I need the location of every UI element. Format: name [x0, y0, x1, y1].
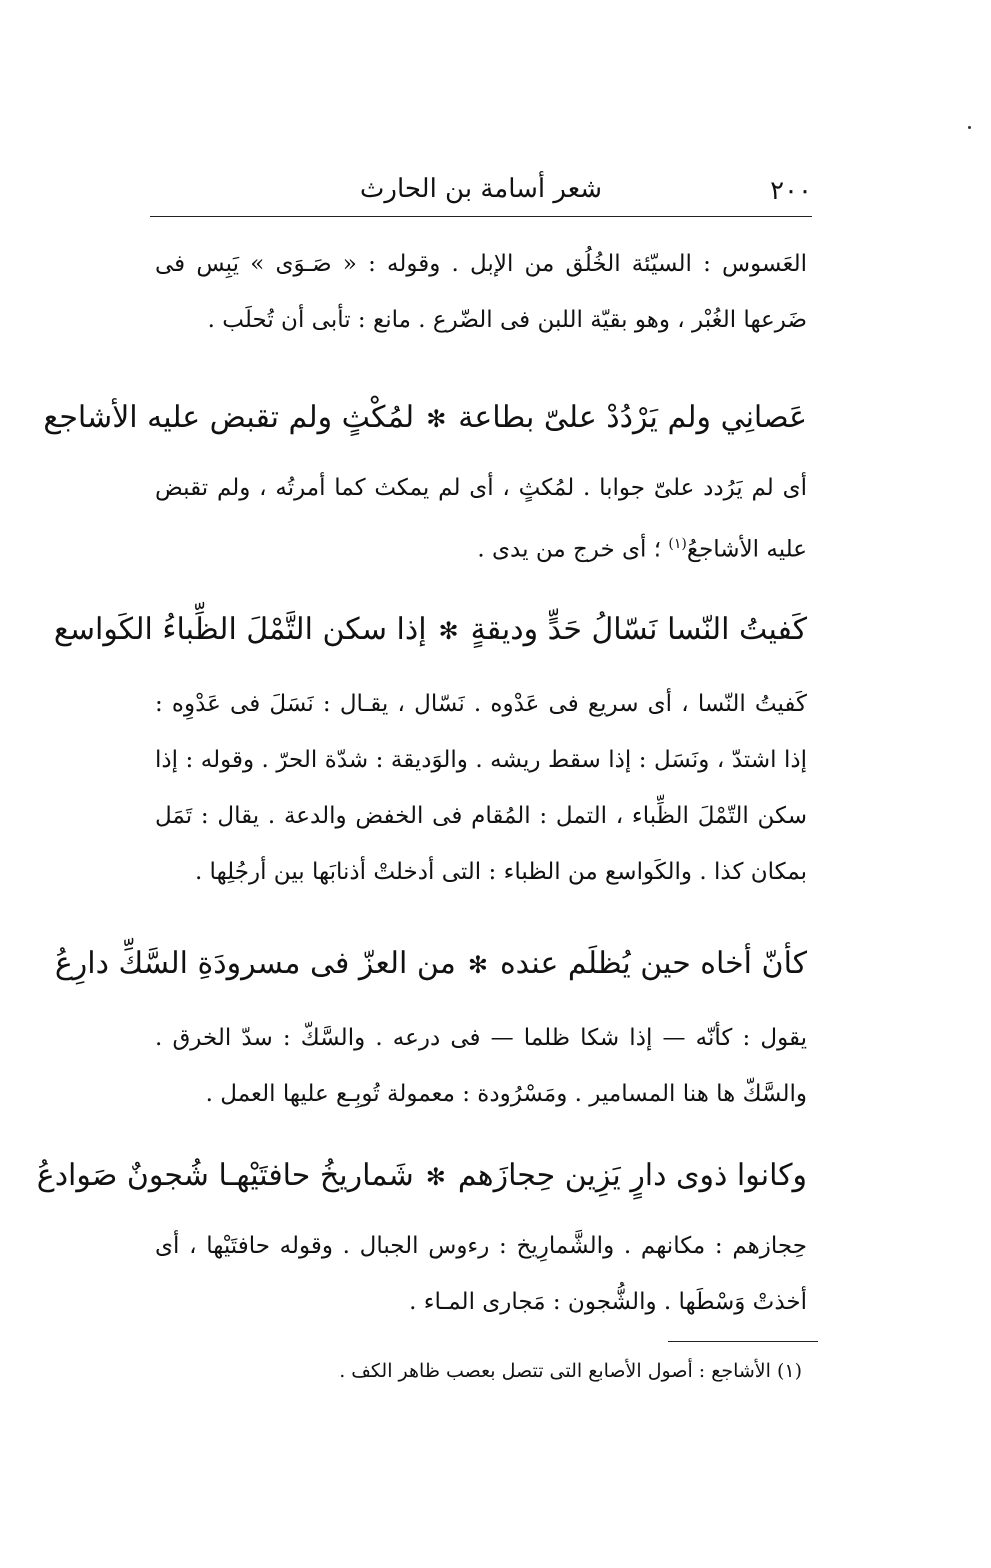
verse-separator-star: ✻ [425, 1163, 446, 1191]
scan-speck [968, 126, 971, 129]
commentary-paragraph-3: كَفيتُ النّسا ، أى سريع فى عَدْوه . نَسّال ، يقـال : نَسَلَ فى عَدْوِه : إذا اشتدّ ، ونَسَل : إذا سقط ريشه . والوَديقة : شدّة الحرّ . وقوله : إذا سكن التّمْلَ الظِّباء ، التمل : المُقام فى الخفض والدعة . يقال : تَمَل بمكان كذا . والكَواسع من الظباء : التى أدخلتْ أذنابَها بين أرجُلِها . [155, 691, 807, 885]
commentary-paragraph-2-end: ؛ أى خرج من يدى . [477, 536, 662, 563]
verse-4 [36, 1146, 807, 1207]
verse-4-first-hemistich: وكانوا ذوى دارٍ يَزِين حِجازَهم [457, 1158, 807, 1193]
footnote-divider [668, 1341, 818, 1342]
page-number: ٢٠٠ [770, 176, 812, 206]
verse-2-second-hemistich: إذا سكن التَّمْلَ الظِّباءُ الكَواسع [53, 612, 427, 647]
running-title: شعر أسامة بن الحارث [359, 174, 603, 204]
verse-separator-star: ✻ [426, 405, 447, 433]
verse-3-second-hemistich: من العزّ فى مسرودَةِ السَّكِّ دارِعُ [54, 946, 456, 981]
footnote-text: الأشاجع : أصول الأصابع التى تتصل بعصب ظاهر الكف . [339, 1360, 771, 1382]
verse-separator-star: ✻ [467, 951, 488, 979]
footnote-number: (١) [776, 1360, 802, 1382]
commentary-paragraph-2 [155, 460, 807, 578]
verse-2-first-hemistich: كَفيتُ النّسا نَسّالُ حَدٍّ وديقةٍ [470, 612, 807, 647]
commentary-paragraph-1: العَسوس : السيّئة الخُلُق من الإبل . وقوله : « صَـوَى » يَبِس فى ضَرعها الغُبْر ، وهو بقيّة اللبن فى الضّرع . مانع : تأبى أن تُحلَب . [155, 251, 807, 333]
commentary-paragraph-5: حِجازهم : مكانهم . والشَّمارِيخ : رءوس الجبال . وقوله حافتَيْها ، أى أخذتْ وَسْطَها . والشُّجون : مَجارى المـاء . [155, 1233, 807, 1315]
commentary-paragraph-2-text: أى لم يَرُدد علىّ جوابا . لمُكثٍ ، أى لم يمكث كما أمرتُه ، ولم تقبض عليه الأشاجعُ [155, 475, 807, 563]
footnote-reference: (١) [668, 536, 687, 552]
verse-2 [53, 600, 807, 661]
page-header [150, 170, 812, 217]
verse-3 [54, 934, 807, 995]
verse-3-first-hemistich: كأنّ أخاه حين يُظلَم عنده [499, 946, 807, 981]
verse-1 [43, 388, 807, 449]
footnote [320, 1355, 802, 1387]
verse-4-second-hemistich: شَماريخُ حافتَيْهـا شُجونٌ صَوادعُ [36, 1158, 414, 1193]
verse-1-second-hemistich: لمُكْثٍ ولم تقبض عليه الأشاجع [43, 400, 415, 435]
verse-separator-star: ✻ [438, 617, 459, 645]
verse-1-first-hemistich: عَصانِي ولم يَرْدُدْ علىّ بطاعة [458, 400, 807, 435]
commentary-paragraph-4: يقول : كأنّه — إذا شكا ظلما — فى درعه . والسَّكّ : سدّ الخرق . والسَّكّ ها هنا المسامير . ومَسْرُودة : معمولة تُوبِـع عليها العمل . [155, 1025, 807, 1107]
